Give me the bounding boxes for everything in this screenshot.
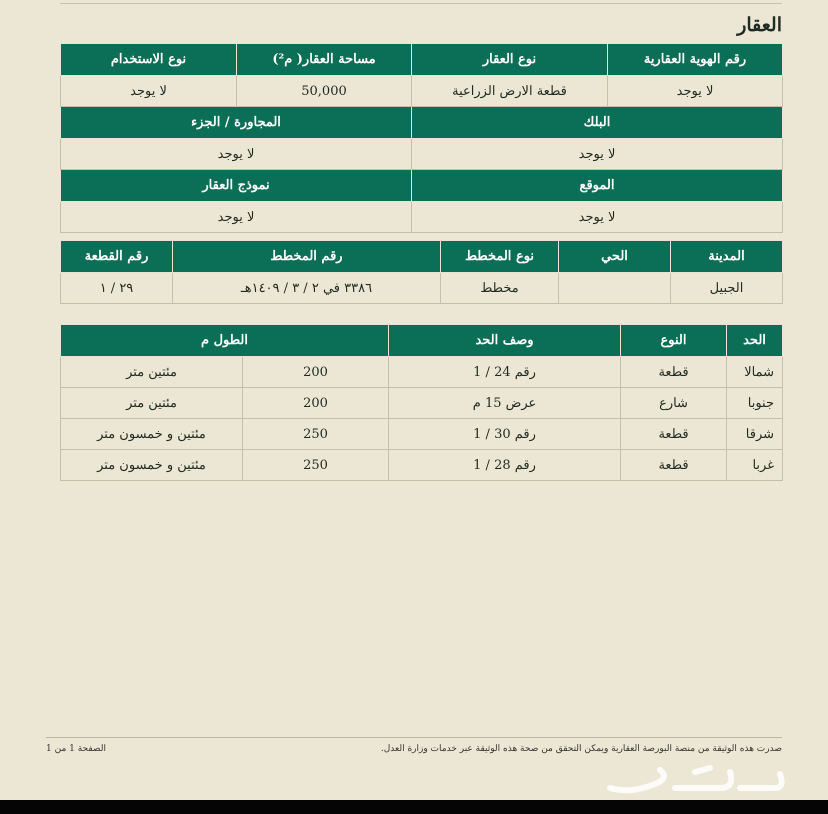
table-row xyxy=(61,388,783,419)
value-neighborhood-part: لا يوجد xyxy=(61,139,412,170)
value-city: الجبيل xyxy=(671,273,783,304)
value-plan-number: ٣٣٨٦ في ٢ / ٣ / ١٤٠٩هـ xyxy=(173,273,441,304)
boundary-length-words: مئتين متر xyxy=(61,388,243,419)
value-property-type: قطعة الارض الزراعية xyxy=(412,76,608,107)
header-city: المدينة xyxy=(671,241,783,273)
page-number: الصفحة 1 من 1 xyxy=(46,744,106,754)
header-length: الطول م xyxy=(61,325,389,357)
boundary-description: عرض 15 م xyxy=(389,388,621,419)
plan-value-row xyxy=(61,273,783,304)
bottom-bar xyxy=(0,800,828,814)
header-location: الموقع xyxy=(412,170,783,202)
table-row xyxy=(61,357,783,388)
boundary-length: 200 xyxy=(243,388,389,419)
boundaries-header-row xyxy=(61,325,783,357)
boundaries-table xyxy=(60,324,783,481)
value-usage-type: لا يوجد xyxy=(61,76,237,107)
boundary-type: قطعة xyxy=(621,450,727,481)
boundary-side: جنوبا xyxy=(727,388,783,419)
top-divider xyxy=(60,0,782,4)
value-location: لا يوجد xyxy=(412,202,783,233)
value-plot-number: ٢٩ / ١ xyxy=(61,273,173,304)
header-boundary-type: النوع xyxy=(621,325,727,357)
boundary-description: رقم 24 / 1 xyxy=(389,357,621,388)
header-usage-type: نوع الاستخدام xyxy=(61,44,237,76)
header-plot-number: رقم القطعة xyxy=(61,241,173,273)
header-property-area: مساحة العقار( م²) xyxy=(237,44,412,76)
boundary-side: شرقا xyxy=(727,419,783,450)
boundary-type: قطعة xyxy=(621,419,727,450)
plan-table xyxy=(60,240,783,304)
value-district xyxy=(559,273,671,304)
value-block: لا يوجد xyxy=(412,139,783,170)
table-row xyxy=(61,419,783,450)
boundary-type: قطعة xyxy=(621,357,727,388)
property-table xyxy=(60,43,783,233)
boundary-length-words: مئتين و خمسون متر xyxy=(61,450,243,481)
footer-note: صدرت هذه الوثيقة من منصة البورصة العقارية ويمكن التحقق من صحة هذه الوثيقة عبر خدمات وزارة العدل. xyxy=(380,744,782,754)
boundary-side: غربا xyxy=(727,450,783,481)
property-value-row-1 xyxy=(61,76,783,107)
value-property-model: لا يوجد xyxy=(61,202,412,233)
plan-header-row xyxy=(61,241,783,273)
header-property-type: نوع العقار xyxy=(412,44,608,76)
table-row xyxy=(61,450,783,481)
section-title: العقار xyxy=(737,14,782,36)
value-plan-type: مخطط xyxy=(441,273,559,304)
header-neighborhood-part: المجاورة / الجزء xyxy=(61,107,412,139)
header-plan-number: رقم المخطط xyxy=(173,241,441,273)
haraj-watermark-logo xyxy=(600,758,790,800)
boundary-length: 200 xyxy=(243,357,389,388)
property-header-row-3 xyxy=(61,170,783,202)
boundary-description: رقم 28 / 1 xyxy=(389,450,621,481)
header-property-id: رقم الهوية العقارية xyxy=(608,44,783,76)
property-value-row-2 xyxy=(61,139,783,170)
header-boundary-description: وصف الحد xyxy=(389,325,621,357)
header-block: البلك xyxy=(412,107,783,139)
header-district: الحي xyxy=(559,241,671,273)
boundary-type: شارع xyxy=(621,388,727,419)
header-plan-type: نوع المخطط xyxy=(441,241,559,273)
boundary-description: رقم 30 / 1 xyxy=(389,419,621,450)
boundary-length: 250 xyxy=(243,450,389,481)
header-property-model: نموذج العقار xyxy=(61,170,412,202)
boundary-side: شمالا xyxy=(727,357,783,388)
value-property-id: لا يوجد xyxy=(608,76,783,107)
boundary-length: 250 xyxy=(243,419,389,450)
footer-divider xyxy=(46,737,782,738)
property-header-row-1 xyxy=(61,44,783,76)
property-value-row-3 xyxy=(61,202,783,233)
boundary-length-words: مئتين و خمسون متر xyxy=(61,419,243,450)
value-property-area: 50,000 xyxy=(237,76,412,107)
property-header-row-2 xyxy=(61,107,783,139)
header-boundary: الحد xyxy=(727,325,783,357)
boundary-length-words: مئتين متر xyxy=(61,357,243,388)
